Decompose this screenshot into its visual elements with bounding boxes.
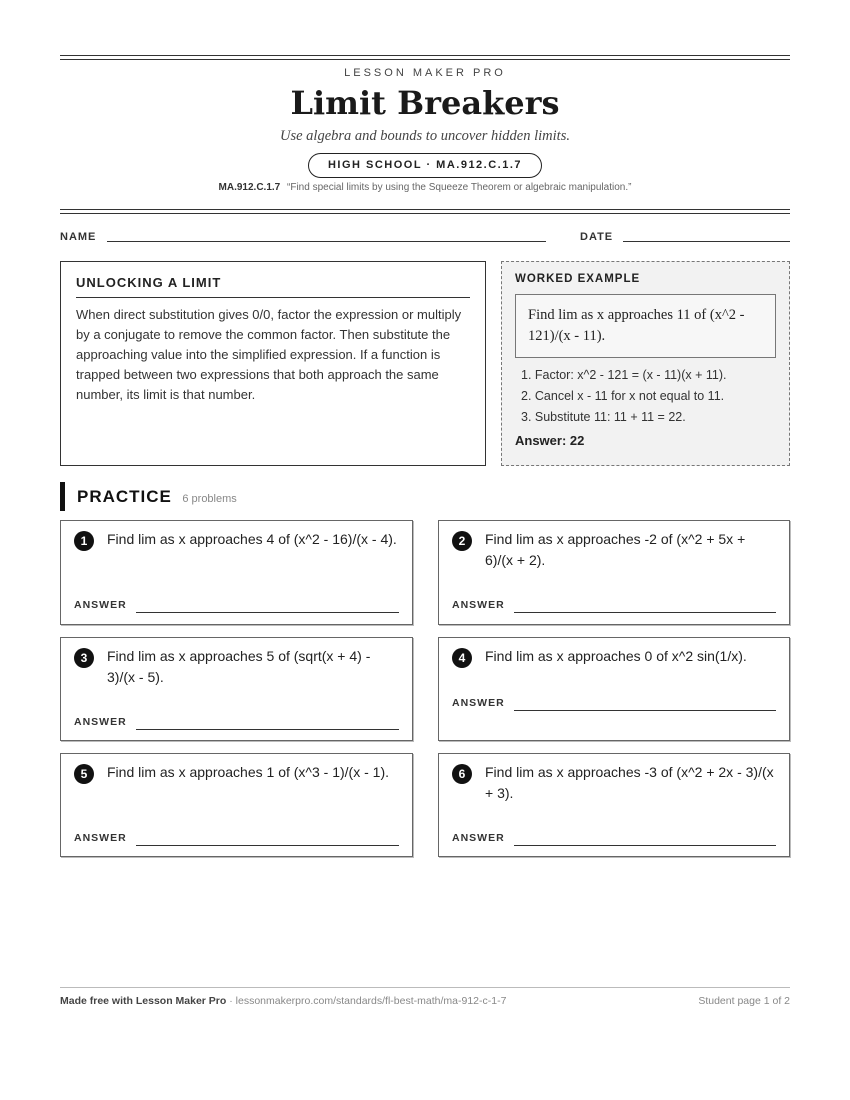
problem-card-1 (60, 520, 413, 625)
worksheet-page (60, 0, 790, 1100)
header-bottom-rule (60, 209, 790, 214)
practice-title: PRACTICE (77, 487, 172, 506)
footer-made-with: Made free with Lesson Maker Pro (60, 995, 227, 1007)
problem-text: Find lim as x approaches 5 of (sqrt(x + 4) - 3)/(x - 5). (107, 648, 371, 685)
practice-header (60, 482, 237, 511)
worksheet-title: Limit Breakers (290, 84, 560, 122)
header-top-rule (60, 55, 790, 60)
problem-number: 6 (452, 764, 472, 784)
worked-example-step: 2. Cancel x - 11 for x not equal to 11. (521, 389, 725, 403)
name-field-line[interactable] (107, 241, 546, 242)
concept-text: When direct substitution gives 0/0, factor the expression or multiply by a conjugate to remove the common factor. Then substitute the approaching value into the simplified expression. If a function is trapped between two expressions that both approach the same number, its limit is that number. (76, 307, 462, 402)
answer-field-line[interactable] (514, 710, 776, 711)
problem-number: 4 (452, 648, 472, 668)
answer-field-line[interactable] (514, 845, 776, 846)
problem-number: 3 (74, 648, 94, 668)
worked-example-problem: Find lim as x approaches 11 of (x^2 - 121)/(x - 11). (515, 294, 776, 358)
footer-page-number: Student page 1 of 2 (698, 995, 790, 1007)
problem-number: 1 (74, 531, 94, 551)
answer-label: ANSWER (452, 697, 505, 709)
answer-label: ANSWER (74, 832, 127, 844)
date-label: DATE (580, 231, 614, 243)
problem-text: Find lim as x approaches 0 of x^2 sin(1/x). (485, 648, 747, 664)
worked-example-box (501, 261, 790, 466)
worked-example-step: 1. Factor: x^2 - 121 = (x - 11)(x + 11). (521, 368, 727, 382)
problem-text: Find lim as x approaches 4 of (x^2 - 16)/(x - 4). (107, 531, 397, 547)
standard-description: “Find special limits by using the Squeeze Theorem or algebraic manipulation.” (287, 182, 632, 193)
footer-url[interactable]: · lessonmakerpro.com/standards/fl-best-math/ma-912-c-1-7 (229, 995, 507, 1007)
worksheet-subtitle: Use algebra and bounds to uncover hidden limits. (280, 128, 570, 144)
standard-line (60, 182, 790, 193)
problem-text: Find lim as x approaches -3 of (x^2 + 2x - 3)/(x + 3). (485, 764, 774, 801)
date-field-line[interactable] (623, 241, 790, 242)
name-label: NAME (60, 231, 97, 243)
answer-label: ANSWER (452, 832, 505, 844)
problem-card-4 (438, 637, 790, 741)
standard-code: MA.912.C.1.7 (218, 182, 281, 193)
level-badge: HIGH SCHOOL · MA.912.C.1.7 (308, 153, 542, 178)
answer-label: ANSWER (452, 599, 505, 611)
answer-field-line[interactable] (136, 845, 399, 846)
footer-credit (60, 995, 506, 1007)
problem-card-5 (60, 753, 413, 857)
problem-text: Find lim as x approaches -2 of (x^2 + 5x + 6)/(x + 2). (485, 531, 746, 568)
worked-example-steps (515, 365, 776, 428)
answer-label: ANSWER (74, 599, 127, 611)
worked-example-title: WORKED EXAMPLE (515, 273, 641, 285)
brand-name: LESSON MAKER PRO (344, 67, 506, 79)
worked-example-step: 3. Substitute 11: 11 + 11 = 22. (521, 410, 686, 424)
problem-text: Find lim as x approaches 1 of (x^3 - 1)/(x - 1). (107, 764, 389, 780)
worked-example-answer: Answer: 22 (515, 433, 585, 448)
concept-box (60, 261, 486, 466)
answer-label: ANSWER (74, 716, 127, 728)
problem-card-3 (60, 637, 413, 741)
practice-count: 6 problems (182, 493, 237, 505)
problem-card-6 (438, 753, 790, 857)
problem-number: 5 (74, 764, 94, 784)
answer-field-line[interactable] (136, 729, 399, 730)
answer-field-line[interactable] (136, 612, 399, 613)
problem-card-2 (438, 520, 790, 625)
problem-number: 2 (452, 531, 472, 551)
answer-field-line[interactable] (514, 612, 776, 613)
concept-title: UNLOCKING A LIMIT (76, 275, 470, 298)
footer-rule (60, 987, 790, 988)
